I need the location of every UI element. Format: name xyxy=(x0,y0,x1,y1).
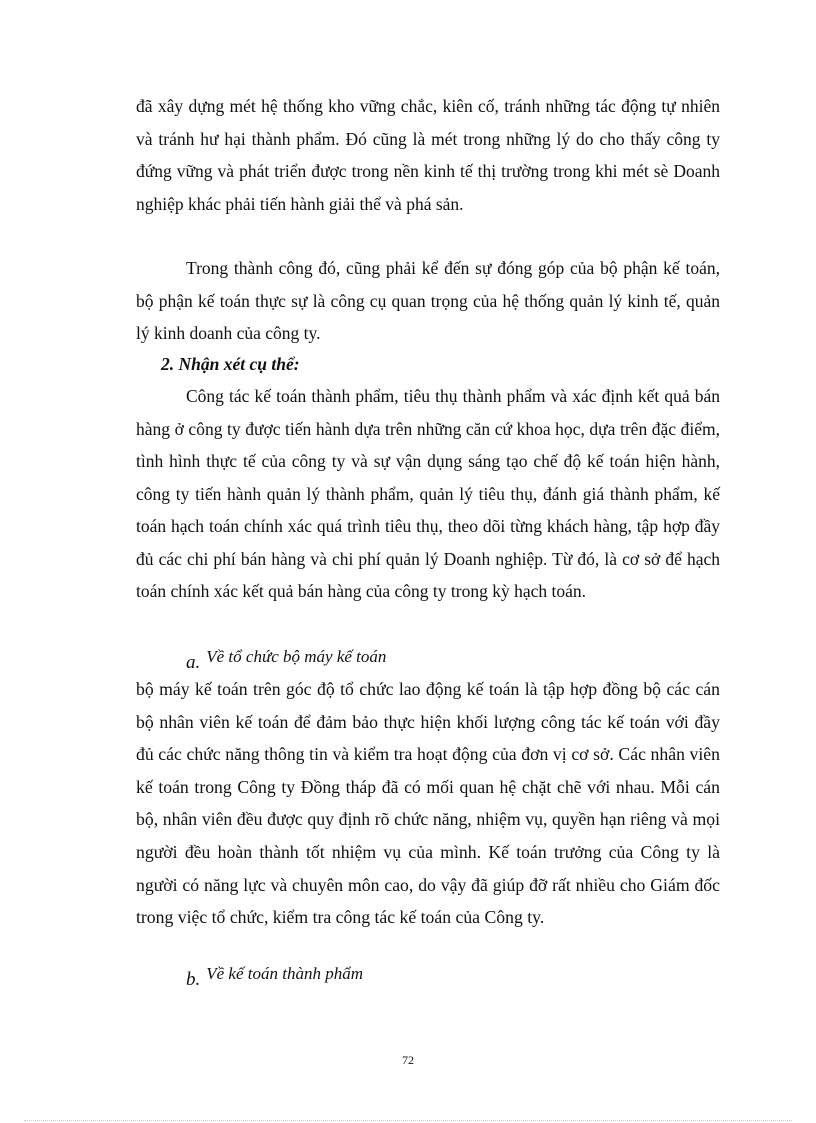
paragraph-1: đã xây dựng mét hệ thống kho vững chắc, kiên cố, tránh những tác động tự nhiên và tránh hư hại thành phẩm. Đó cũng là mét trong những lý do cho thấy công ty đứng vững và phát triển được trong nền kinh tế thị trường trong khi mét sè Doanh nghiệp khác phải tiến hành giải thể và phá sản. xyxy=(136,96,720,214)
paragraph-3: Công tác kế toán thành phẩm, tiêu thụ thành phẩm và xác định kết quả bán hàng ở công ty được tiến hành dựa trên những căn cứ khoa học, dựa trên đặc điểm, tình hình thực tế của công ty và sự vận dụng sáng tạo chế độ kế toán hiện hành, công ty tiến hành quản lý thành phẩm, quản lý tiêu thụ, đánh giá thành phẩm, kế toán hạch toán chính xác quá trình tiêu thụ, theo dõi từng khách hàng, tập hợp đầy đủ các chi phí bán hàng và chi phí quản lý Doanh nghiệp. Từ đó, là cơ sở để hạch toán chính xác kết quả bán hàng của công ty trong kỳ hạch toán. xyxy=(136,386,720,601)
subsection-b-heading xyxy=(186,962,363,992)
subsection-a-marker: a. xyxy=(186,652,201,673)
subsection-a-title: Về tổ chức bộ máy kế toán xyxy=(206,647,387,666)
section-heading: 2. Nhận xét cụ thể: xyxy=(161,354,300,374)
subsection-b-title: Về kế toán thành phẩm xyxy=(206,964,363,983)
subsection-a-heading xyxy=(186,645,386,675)
subsection-b-marker: b. xyxy=(186,969,201,990)
paragraph-4: bộ máy kế toán trên góc độ tổ chức lao động kế toán là tập hợp đồng bộ các cán bộ nhân viên kế toán để đảm bảo thực hiện khối lượng công tác kế toán với đầy đủ các chức năng thông tin và kiểm tra hoạt động của đơn vị cơ sở. Các nhân viên kế toán trong Công ty Đồng tháp đã có mối quan hệ chặt chẽ với nhau. Mỗi cán bộ, nhân viên đều được quy định rõ chức năng, nhiệm vụ, quyền hạn riêng và mọi người đều hoàn thành tốt nhiệm vụ của mình. Kế toán trưởng của Công ty là người có năng lực và chuyên môn cao, do vậy đã giúp đỡ rất nhiều cho Giám đốc trong việc tổ chức, kiểm tra công tác kế toán của Công ty. xyxy=(136,679,720,928)
page-number: 72 xyxy=(402,1053,414,1067)
page-bottom-divider xyxy=(24,1120,792,1121)
paragraph-2: Trong thành công đó, cũng phải kể đến sự đóng góp của bộ phận kế toán, bộ phận kế toán thực sự là công cụ quan trọng của hệ thống quản lý kinh tế, quản lý kinh doanh của công ty. xyxy=(136,258,720,343)
